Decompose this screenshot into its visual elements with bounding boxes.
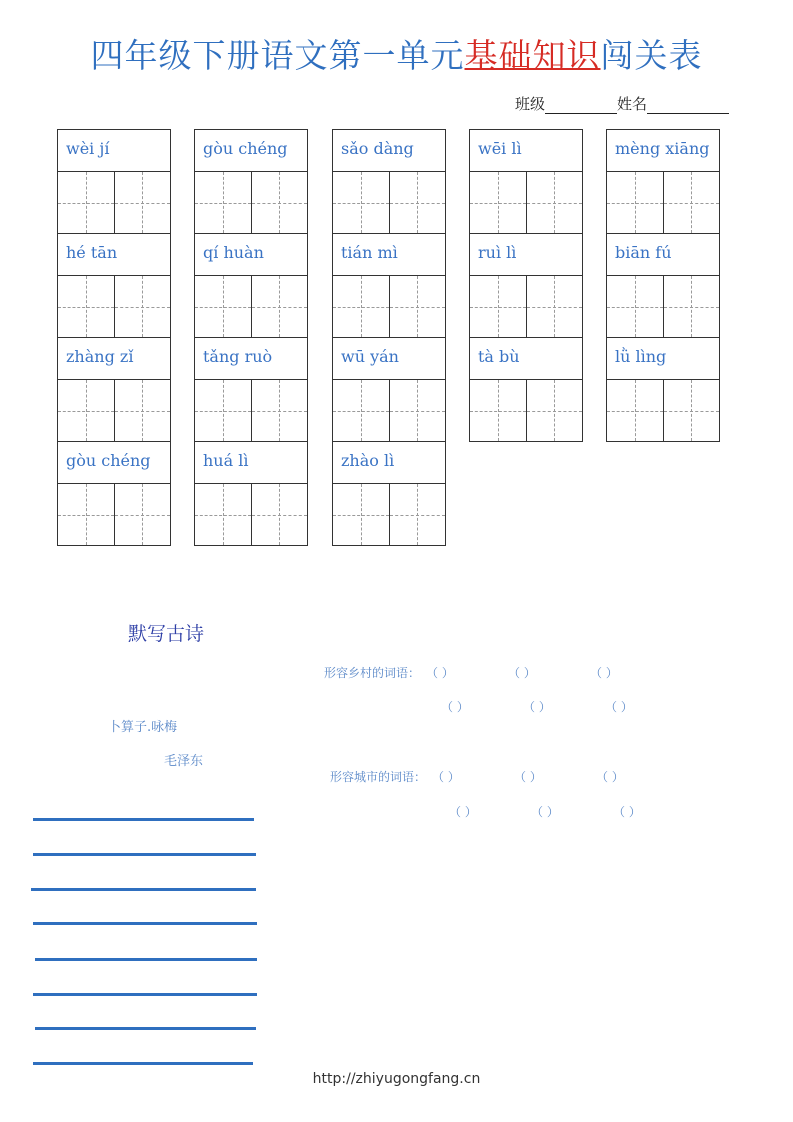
writing-cell[interactable] [195, 484, 251, 545]
writing-line[interactable] [35, 1027, 256, 1030]
writing-cells[interactable] [58, 172, 170, 233]
writing-line[interactable] [33, 1062, 253, 1065]
word-box [57, 337, 171, 441]
pinyin-label: zhàng zǐ [58, 338, 170, 380]
pinyin-label: tà bù [470, 338, 582, 380]
writing-cell[interactable] [114, 380, 171, 441]
answer-paren[interactable]: （ ） [590, 666, 618, 680]
writing-cells[interactable] [607, 172, 719, 233]
word-column-5 [606, 129, 720, 442]
writing-cell[interactable] [251, 276, 308, 337]
pinyin-label: gòu chéng [195, 130, 307, 172]
writing-cell[interactable] [333, 276, 389, 337]
pinyin-label: wèi jí [58, 130, 170, 172]
word-box [606, 233, 720, 337]
title-part-1: 四年级下册语文第一单元 [90, 36, 465, 75]
writing-cell[interactable] [663, 380, 720, 441]
word-box [194, 129, 308, 233]
writing-cells[interactable] [58, 380, 170, 441]
writing-cell[interactable] [389, 484, 446, 545]
title-part-2: 闯关表 [600, 36, 703, 75]
rural-words-row-2 [441, 698, 687, 715]
word-box [469, 233, 583, 337]
word-box [606, 337, 720, 442]
word-box [194, 337, 308, 441]
pinyin-label: wēi lì [470, 130, 582, 172]
writing-cell[interactable] [114, 276, 171, 337]
urban-words-label: 形容城市的词语： [330, 770, 427, 784]
writing-cell[interactable] [195, 172, 251, 233]
pinyin-label: lǜ lìng [607, 338, 719, 380]
writing-cells[interactable] [333, 484, 445, 545]
word-box [57, 129, 171, 233]
writing-line[interactable] [33, 993, 257, 996]
writing-cell[interactable] [114, 484, 171, 545]
poem-title: 卜算子.咏梅 [108, 720, 178, 735]
poem-heading: 默写古诗 [128, 623, 205, 645]
writing-cells[interactable] [195, 172, 307, 233]
writing-cells[interactable] [470, 172, 582, 233]
urban-words-row-2 [449, 803, 695, 820]
writing-cell[interactable] [58, 484, 114, 545]
writing-cells[interactable] [470, 380, 582, 441]
word-box [332, 233, 446, 337]
writing-cell[interactable] [389, 380, 446, 441]
pinyin-label: zhào lì [333, 442, 445, 484]
pinyin-label: tǎng ruò [195, 338, 307, 380]
answer-paren[interactable]: （ ） [426, 666, 454, 680]
writing-cell[interactable] [470, 172, 526, 233]
pinyin-label: biān fú [607, 234, 719, 276]
answer-paren[interactable]: （ ） [523, 700, 551, 714]
rural-words-row-1 [324, 664, 672, 681]
writing-cells[interactable] [607, 380, 719, 441]
writing-cell[interactable] [470, 276, 526, 337]
writing-cell[interactable] [526, 172, 583, 233]
answer-paren[interactable]: （ ） [441, 700, 469, 714]
class-label: 班级 [515, 95, 546, 113]
answer-paren[interactable]: （ ） [514, 770, 542, 784]
writing-cells[interactable] [470, 276, 582, 337]
writing-cell[interactable] [251, 484, 308, 545]
writing-cell[interactable] [607, 172, 663, 233]
word-box [469, 129, 583, 233]
writing-line[interactable] [35, 958, 257, 961]
pinyin-label: tián mì [333, 234, 445, 276]
writing-cells[interactable] [58, 276, 170, 337]
writing-cell[interactable] [389, 172, 446, 233]
answer-paren[interactable]: （ ） [613, 805, 641, 819]
pinyin-label: ruì lì [470, 234, 582, 276]
writing-cell[interactable] [195, 380, 251, 441]
poem-author: 毛泽东 [164, 754, 204, 769]
writing-cell[interactable] [333, 380, 389, 441]
word-column-3 [332, 129, 446, 546]
writing-cell[interactable] [607, 380, 663, 441]
writing-cells[interactable] [58, 484, 170, 545]
writing-cell[interactable] [470, 380, 526, 441]
word-box [469, 337, 583, 442]
writing-cell[interactable] [58, 172, 114, 233]
writing-cell[interactable] [251, 172, 308, 233]
writing-cell[interactable] [333, 172, 389, 233]
writing-cell[interactable] [251, 380, 308, 441]
writing-cell[interactable] [333, 484, 389, 545]
word-column-1 [57, 129, 171, 546]
word-box [57, 233, 171, 337]
writing-cells[interactable] [333, 380, 445, 441]
writing-cell[interactable] [526, 380, 583, 441]
writing-cell[interactable] [114, 172, 171, 233]
word-box [194, 233, 308, 337]
word-box [57, 441, 171, 546]
pinyin-label: qí huàn [195, 234, 307, 276]
pinyin-label: huá lì [195, 442, 307, 484]
pinyin-label: mèng xiāng [607, 130, 719, 172]
pinyin-label: wū yán [333, 338, 445, 380]
word-box [606, 129, 720, 233]
name-blank[interactable] [647, 97, 729, 114]
pinyin-label: hé tān [58, 234, 170, 276]
word-box [332, 441, 446, 546]
writing-line[interactable] [31, 888, 256, 891]
answer-paren[interactable]: （ ） [508, 666, 536, 680]
writing-cells[interactable] [333, 276, 445, 337]
answer-paren[interactable]: （ ） [449, 805, 477, 819]
answer-paren[interactable]: （ ） [596, 770, 624, 784]
pinyin-label: sǎo dàng [333, 130, 445, 172]
writing-cell[interactable] [663, 172, 720, 233]
writing-cell[interactable] [663, 276, 720, 337]
writing-cell[interactable] [195, 276, 251, 337]
writing-line[interactable] [33, 818, 254, 821]
title-highlight: 基础知识 [464, 36, 601, 75]
footer-url[interactable]: http://zhiyugongfang.cn [312, 1071, 481, 1087]
writing-line[interactable] [33, 922, 257, 925]
rural-words-label: 形容乡村的词语： [324, 666, 421, 680]
writing-cells[interactable] [195, 276, 307, 337]
writing-cell[interactable] [58, 380, 114, 441]
writing-cells[interactable] [195, 484, 307, 545]
word-box [194, 441, 308, 546]
word-box [332, 337, 446, 441]
urban-words-row-1 [330, 768, 678, 785]
class-blank[interactable] [545, 97, 617, 114]
word-box [332, 129, 446, 233]
writing-cells[interactable] [607, 276, 719, 337]
word-column-4 [469, 129, 583, 442]
word-column-2 [194, 129, 308, 546]
student-info [515, 93, 729, 114]
writing-cells[interactable] [195, 380, 307, 441]
writing-line[interactable] [33, 853, 256, 856]
writing-cells[interactable] [333, 172, 445, 233]
writing-cell[interactable] [607, 276, 663, 337]
writing-cell[interactable] [58, 276, 114, 337]
writing-cell[interactable] [526, 276, 583, 337]
page-title [0, 30, 793, 77]
answer-paren[interactable]: （ ） [432, 770, 460, 784]
pinyin-label: gòu chéng [58, 442, 170, 484]
name-label: 姓名 [617, 95, 648, 113]
answer-paren[interactable]: （ ） [531, 805, 559, 819]
writing-cell[interactable] [389, 276, 446, 337]
answer-paren[interactable]: （ ） [605, 700, 633, 714]
